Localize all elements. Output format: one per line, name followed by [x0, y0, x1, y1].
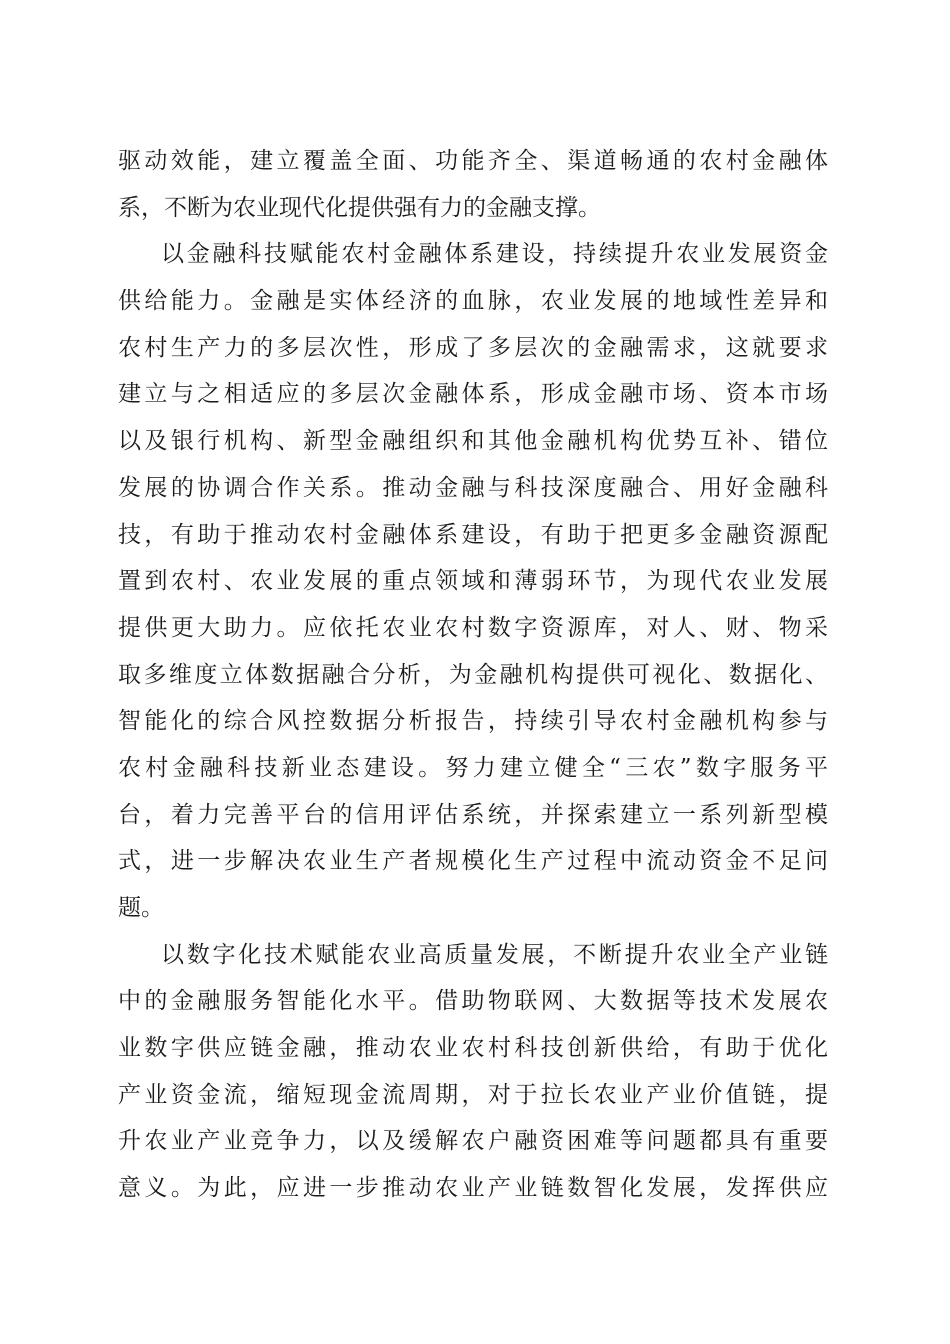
text-line: 农村生产力的多层次性，形成了多层次的金融需求，这就要求	[118, 334, 828, 361]
text-line: 中的金融服务智能化水平。借助物联网、大数据等技术发展农	[118, 988, 828, 1015]
text-line: 供给能力。金融是实体经济的血脉，农业发展的地域性差异和	[118, 288, 828, 315]
paragraph	[118, 231, 828, 931]
text-line: 式，进一步解决农业生产者规模化生产过程中流动资金不足问	[118, 848, 828, 875]
text-line: 提供更大助力。应依托农业农村数字资源库，对人、财、物采	[118, 614, 828, 641]
document-body	[118, 138, 828, 1212]
text-line: 技，有助于推动农村金融体系建设，有助于把更多金融资源配	[118, 521, 828, 548]
text-line: 建立与之相适应的多层次金融体系，形成金融市场、资本市场	[118, 381, 828, 408]
text-line: 发展的协调合作关系。推动金融与科技深度融合、用好金融科	[118, 474, 828, 501]
text-line: 升农业产业竞争力，以及缓解农户融资困难等问题都具有重要	[118, 1128, 828, 1155]
text-line: 产业资金流，缩短现金流周期，对于拉长农业产业价值链，提	[118, 1081, 828, 1108]
text-line: 意义。为此，应进一步推动农业产业链数智化发展，发挥供应	[118, 1175, 828, 1202]
text-line: 驱动效能，建立覆盖全面、功能齐全、渠道畅通的农村金融体	[118, 148, 828, 174]
text-line: 题。	[118, 895, 164, 921]
text-line: 以数字化技术赋能农业高质量发展，不断提升农业全产业链	[161, 941, 828, 968]
text-line: 农村金融科技新业态建设。努力建立健全“三农”数字服务平	[118, 754, 828, 781]
paragraph	[118, 932, 828, 1212]
text-line: 取多维度立体数据融合分析，为金融机构提供可视化、数据化、	[118, 661, 828, 688]
text-line: 置到农村、农业发展的重点领域和薄弱环节，为现代农业发展	[118, 568, 828, 595]
text-line: 以金融科技赋能农村金融体系建设，持续提升农业发展资金	[161, 241, 828, 268]
text-line: 以及银行机构、新型金融组织和其他金融机构优势互补、错位	[118, 428, 828, 455]
text-line: 台，着力完善平台的信用评估系统，并探索建立一系列新型模	[118, 801, 828, 828]
paragraph	[118, 138, 828, 231]
text-line: 智能化的综合风控数据分析报告，持续引导农村金融机构参与	[118, 708, 828, 735]
text-line: 业数字供应链金融，推动农业农村科技创新供给，有助于优化	[118, 1035, 828, 1062]
text-line: 系，不断为农业现代化提供强有力的金融支撑。	[118, 194, 601, 221]
